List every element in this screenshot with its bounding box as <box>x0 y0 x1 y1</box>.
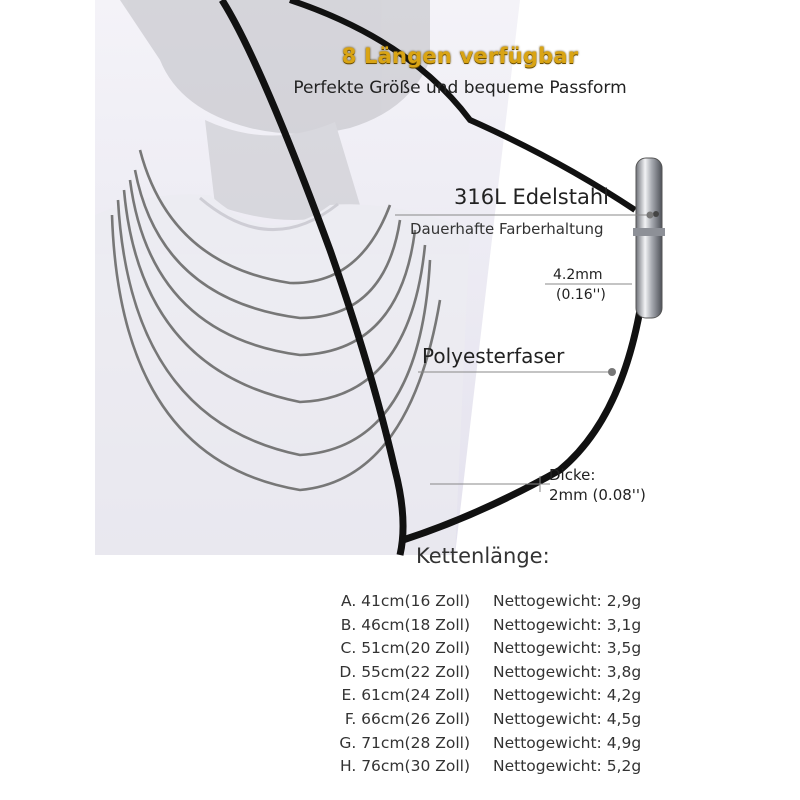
length-size: E. 61cm(24 Zoll) <box>341 686 470 705</box>
length-size: C. 51cm(20 Zoll) <box>340 639 470 658</box>
length-weight: Nettogewicht: 2,9g <box>493 592 642 610</box>
clasp-diameter: 4.2mm <box>553 267 603 283</box>
length-table-heading: Kettenlänge: <box>416 544 550 568</box>
thickness-label: Dicke: <box>549 466 596 484</box>
length-size: A. 41cm(16 Zoll) <box>341 592 470 610</box>
clasp-diameter-inch: (0.16'') <box>556 287 606 303</box>
fiber-feature-title: Polyesterfaser <box>422 344 565 368</box>
table-row <box>300 734 680 758</box>
table-row <box>300 663 680 687</box>
length-size: G. 71cm(28 Zoll) <box>339 733 470 752</box>
thickness-value: 2mm (0.08'') <box>549 486 646 504</box>
banner-subtitle: Perfekte Größe und bequeme Passform <box>293 78 627 98</box>
length-weight: Nettogewicht: 4,2g <box>493 686 642 705</box>
length-weight: Nettogewicht: 3,8g <box>493 662 642 681</box>
steel-feature-subtitle: Dauerhafte Farberhaltung <box>410 220 604 238</box>
table-row <box>300 592 680 616</box>
table-row <box>300 710 680 734</box>
banner-title: 8 Längen verfügbar <box>341 44 579 68</box>
table-row <box>300 686 680 710</box>
length-size: D. 55cm(22 Zoll) <box>339 662 470 681</box>
table-row <box>300 616 680 640</box>
steel-clasp <box>633 158 665 318</box>
length-size: H. 76cm(30 Zoll) <box>339 757 470 776</box>
table-row <box>300 757 680 781</box>
length-weight: Nettogewicht: 5,2g <box>493 757 642 776</box>
length-weight: Nettogewicht: 4,9g <box>493 733 642 752</box>
length-table <box>300 592 680 781</box>
steel-feature-title: 316L Edelstahl <box>454 185 609 209</box>
length-size: F. 66cm(26 Zoll) <box>344 709 470 728</box>
length-weight: Nettogewicht: 4,5g <box>493 709 642 728</box>
length-weight: Nettogewicht: 3,5g <box>493 639 642 658</box>
table-row <box>300 639 680 663</box>
length-size: B. 46cm(18 Zoll) <box>340 615 470 634</box>
length-weight: Nettogewicht: 3,1g <box>493 615 642 634</box>
